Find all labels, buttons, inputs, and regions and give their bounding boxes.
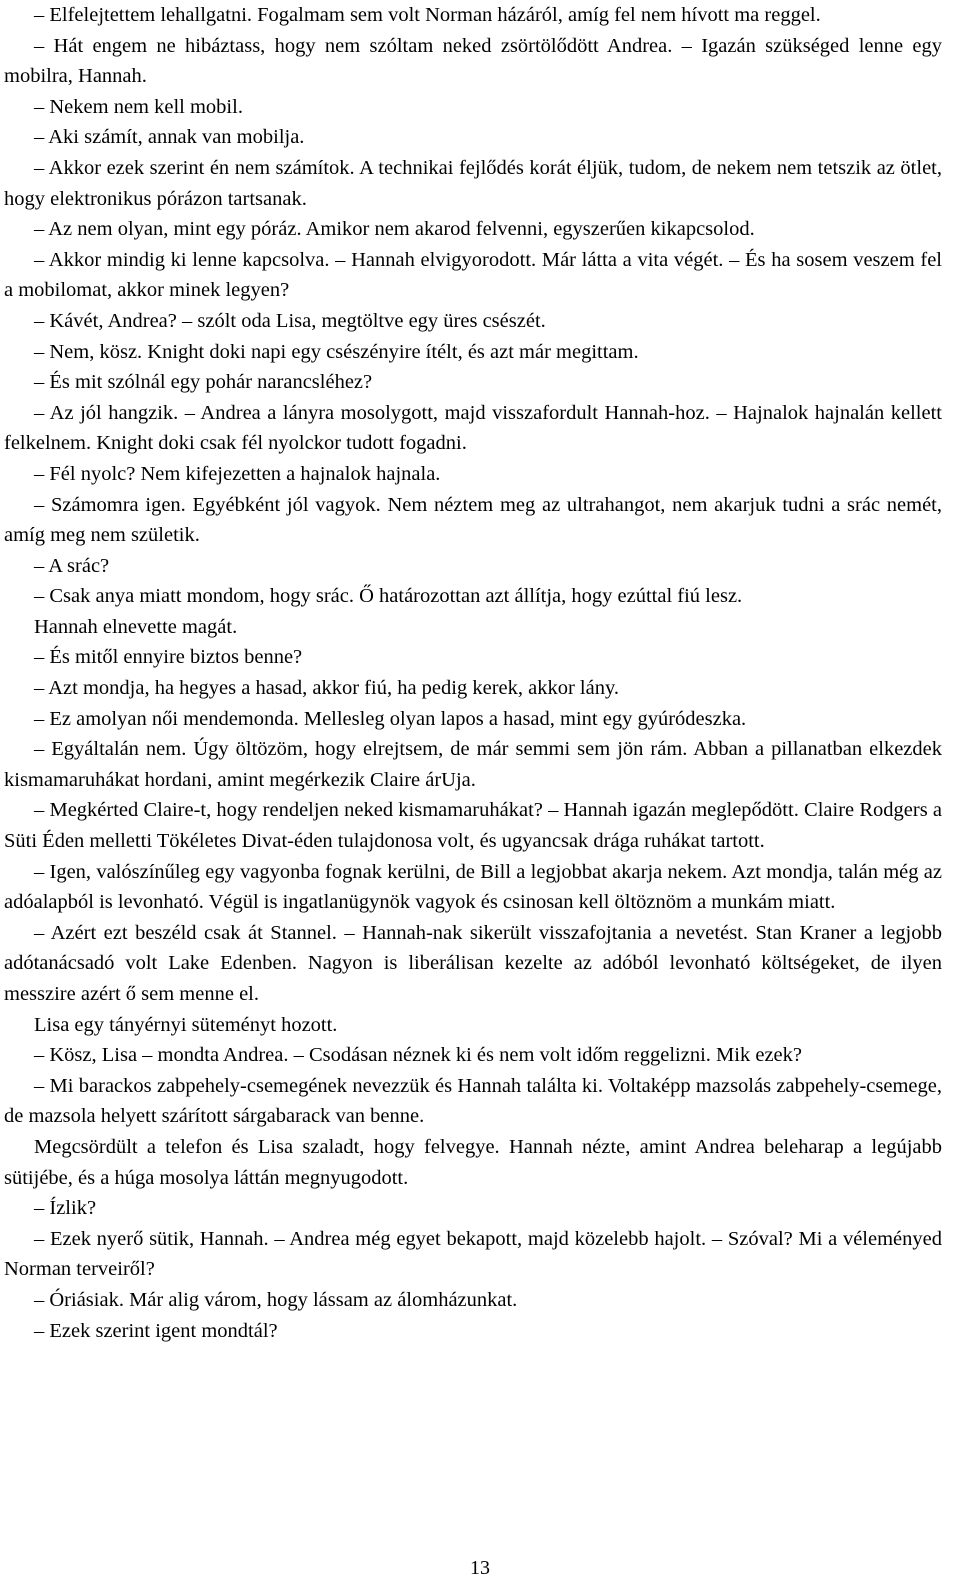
paragraph: – A srác? bbox=[34, 554, 110, 577]
paragraph: – Ezek szerint igent mondtál? bbox=[34, 1319, 278, 1342]
paragraph: – Ízlik? bbox=[34, 1197, 97, 1220]
paragraph: – Akkor mindig ki lenne kapcsolva. – Hannah elvigyorodott. Már látta a vita végét. – És ha sosem veszem fel a mobilomat, akkor minek legyen? bbox=[4, 248, 942, 302]
paragraph: – Az nem olyan, mint egy póráz. Amikor nem akarod felvenni, egyszerűen kikapcsolod. bbox=[34, 218, 755, 241]
paragraph: Hannah elnevette magát. bbox=[34, 615, 238, 638]
paragraph: – Elfelejtettem lehallgatni. Fogalmam sem volt Norman házáról, amíg fel nem hívott ma reggel. bbox=[34, 4, 821, 26]
paragraph: – Ez amolyan női mendemonda. Mellesleg olyan lapos a hasad, mint egy gyúródeszka. bbox=[34, 707, 747, 730]
paragraph: – Egyáltalán nem. Úgy öltözöm, hogy elrejtsem, de már semmi sem jön rám. Abban a pillanatban elkezdek kismamaruhákat hordani, amint megérkezik Claire árUja. bbox=[4, 738, 942, 791]
paragraph: – Mi barackos zabpehely-csemegének nevezzük és Hannah találta ki. Voltaképp mazsolás zabpehely-csemege, de mazsola helyett szárított sárgabarack van benne. bbox=[4, 1074, 942, 1128]
paragraph: – Számomra igen. Egyébként jól vagyok. Nem néztem meg az ultrahangot, nem akarjuk tudni a srác nemét, amíg meg nem születik. bbox=[4, 493, 942, 547]
paragraph: – Nem, kösz. Knight doki napi egy csészényire ítélt, és azt már megittam. bbox=[34, 340, 639, 363]
paragraph: Lisa egy tányérnyi süteményt hozott. bbox=[34, 1013, 338, 1036]
paragraph: – És mitől ennyire biztos benne? bbox=[34, 646, 303, 669]
paragraph: – Fél nyolc? Nem kifejezetten a hajnalok hajnala. bbox=[34, 462, 441, 485]
paragraph: – Óriásiak. Már alig várom, hogy lássam az álomházunkat. bbox=[34, 1288, 518, 1311]
paragraph: – Azért ezt beszéld csak át Stannel. – Hannah-nak sikerült visszafojtania a nevetést. Stan Kraner a legjobb adótanácsadó volt Lake Edenben. Nagyon is liberálisan kezelte az adóból levonható költségeket, de ilyen messzire azért ő sem menne el. bbox=[4, 921, 942, 1005]
paragraph: – Nekem nem kell mobil. bbox=[34, 95, 243, 118]
paragraph: – Azt mondja, ha hegyes a hasad, akkor fiú, ha pedig kerek, akkor lány. bbox=[34, 677, 620, 700]
paragraph: – Megkérted Claire-t, hogy rendeljen neked kismamaruhákat? – Hannah igazán meglepődött. Claire Rodgers a Süti Éden melletti Tökéletes Divat-éden tulajdonosa volt, és ugyancsak drága ruhákat tartott. bbox=[4, 799, 942, 853]
paragraph: – Az jól hangzik. – Andrea a lányra mosolygott, majd visszafordult Hannah-hoz. – Hajnalok hajnalán kellett felkelnem. Knight doki csak fél nyolckor tudott fogadni. bbox=[4, 401, 942, 455]
paragraph: – Igen, valószínűleg egy vagyonba fognak kerülni, de Bill a legjobbat akarja nekem. Azt mondja, talán még az adóalapból is levonható. Végül is ingatlanügynök vagyok és csinosan kell öltöznöm a munkám miatt. bbox=[4, 860, 942, 914]
paragraph: Megcsördült a telefon és Lisa szaladt, hogy felvegye. Hannah nézte, amint Andrea beleharap a legújabb sütijébe, és a húga mosolya láttán megnyugodott. bbox=[4, 1135, 942, 1189]
paragraph: – Akkor ezek szerint én nem számítok. A technikai fejlődés korát éljük, tudom, de nekem nem tetszik az ötlet, hogy elektronikus pórázon tartsanak. bbox=[4, 156, 942, 210]
paragraph: – Csak anya miatt mondom, hogy srác. Ő határozottan azt állítja, hogy ezúttal fiú lesz. bbox=[34, 585, 743, 608]
paragraph: – Kösz, Lisa – mondta Andrea. – Csodásan néznek ki és nem volt időm reggelizni. Mik ezek? bbox=[34, 1044, 802, 1067]
document-page bbox=[4, 0, 942, 1346]
paragraph: – És mit szólnál egy pohár narancsléhez? bbox=[34, 371, 373, 394]
paragraph: – Hát engem ne hibáztass, hogy nem szóltam neked zsörtölődött Andrea. – Igazán szükséged lenne egy mobilra, Hannah. bbox=[4, 34, 942, 88]
paragraph: – Ezek nyerő sütik, Hannah. – Andrea még egyet bekapott, majd közelebb hajolt. – Szóval? Mi a véleményed Norman terveiről? bbox=[4, 1227, 942, 1281]
paragraph: – Kávét, Andrea? – szólt oda Lisa, megtöltve egy üres csészét. bbox=[34, 309, 546, 332]
page-number: 13 bbox=[470, 1557, 490, 1579]
paragraph: – Aki számít, annak van mobilja. bbox=[34, 126, 305, 149]
